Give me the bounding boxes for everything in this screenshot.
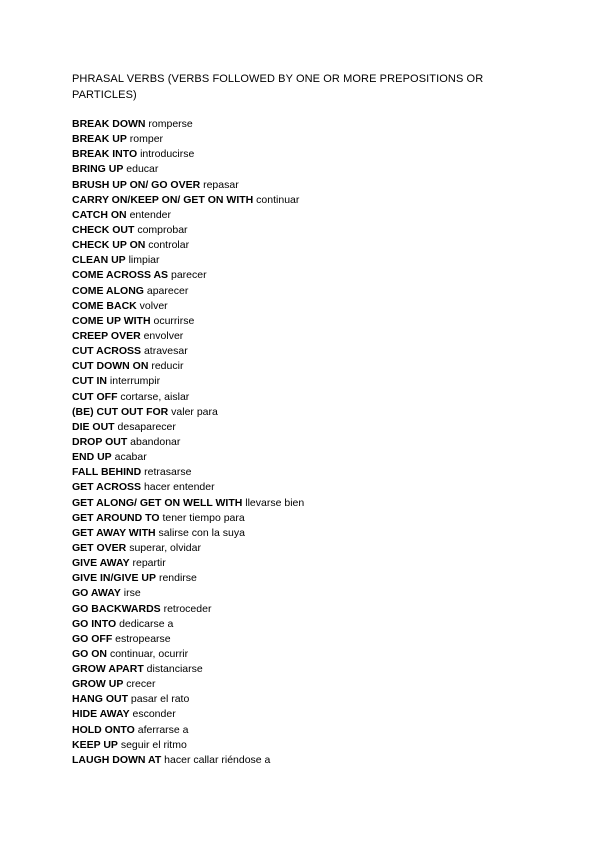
- phrasal-verb: DROP OUT: [72, 435, 128, 448]
- list-item: [72, 117, 572, 132]
- verb-translation: aparecer: [146, 284, 189, 297]
- phrasal-verb: GET AROUND TO: [72, 511, 160, 524]
- list-item: [72, 344, 572, 359]
- list-item: [72, 390, 572, 405]
- verb-translation: hacer callar riéndose a: [164, 753, 271, 766]
- phrasal-verb: DIE OUT: [72, 420, 115, 433]
- phrasal-verb: (BE) CUT OUT FOR: [72, 405, 169, 418]
- list-item: [72, 132, 572, 147]
- phrasal-verb: BRING UP: [72, 163, 124, 176]
- list-item: [72, 692, 572, 707]
- phrasal-verb: GROW UP: [72, 678, 124, 691]
- verb-translation: envolver: [143, 329, 184, 342]
- phrasal-verb: CARRY ON/KEEP ON/ GET ON WITH: [72, 193, 254, 206]
- verb-translation: llevarse bien: [245, 496, 305, 509]
- verb-translation: limpiar: [128, 254, 160, 267]
- phrasal-verb: LAUGH DOWN AT: [72, 753, 162, 766]
- list-item: [72, 374, 572, 389]
- verb-translation: ocurrirse: [153, 314, 195, 327]
- phrasal-verb: CUT DOWN ON: [72, 360, 149, 373]
- list-item: [72, 617, 572, 632]
- phrasal-verb: BRUSH UP ON/ GO OVER: [72, 178, 201, 191]
- phrasal-verb: GO OFF: [72, 632, 113, 645]
- verb-translation: dedicarse a: [119, 617, 174, 630]
- phrasal-verb: GO BACKWARDS: [72, 602, 161, 615]
- phrasal-verb: CUT OFF: [72, 390, 118, 403]
- list-item: [72, 268, 572, 283]
- phrasal-verb: CREEP OVER: [72, 329, 141, 342]
- verb-translation: repartir: [132, 557, 166, 570]
- list-item: [72, 178, 572, 193]
- phrasal-verb: CLEAN UP: [72, 254, 126, 267]
- phrasal-verb: GROW APART: [72, 663, 144, 676]
- list-item: [72, 707, 572, 722]
- verb-translation: continuar: [256, 193, 300, 206]
- list-item: [72, 314, 572, 329]
- phrasal-verb: GET ACROSS: [72, 481, 142, 494]
- verb-translation: controlar: [148, 239, 190, 252]
- phrasal-verb: COME UP WITH: [72, 314, 151, 327]
- verb-translation: aferrarse a: [137, 723, 189, 736]
- verb-translation: desaparecer: [117, 420, 176, 433]
- phrasal-verb: BREAK INTO: [72, 148, 138, 161]
- list-item: [72, 496, 572, 511]
- verb-translation: crecer: [126, 678, 156, 691]
- phrasal-verb: COME BACK: [72, 299, 137, 312]
- verb-translation: educar: [126, 163, 159, 176]
- verb-translation: rendirse: [158, 572, 197, 585]
- phrasal-verb: GET AWAY WITH: [72, 526, 156, 539]
- verb-translation: acabar: [114, 451, 147, 464]
- verb-translation: hacer entender: [143, 481, 215, 494]
- list-item: [72, 284, 572, 299]
- verb-translation: continuar, ocurrir: [109, 647, 189, 660]
- list-item: [72, 647, 572, 662]
- verb-translation: romperse: [148, 118, 193, 130]
- list-item: [72, 420, 572, 435]
- list-item: [72, 238, 572, 253]
- phrasal-verb: END UP: [72, 451, 112, 464]
- list-item: [72, 450, 572, 465]
- verb-translation: atravesar: [143, 345, 188, 358]
- verb-translation: salirse con la suya: [158, 526, 245, 539]
- phrasal-verb: GET OVER: [72, 541, 127, 554]
- phrasal-verb: CHECK UP ON: [72, 239, 146, 252]
- phrasal-verb: CUT IN: [72, 375, 107, 388]
- phrasal-verb: BREAK DOWN: [72, 118, 146, 130]
- verb-translation: repasar: [203, 178, 239, 191]
- verb-translation: irse: [123, 587, 141, 600]
- document-heading: PHRASAL VERBS (VERBS FOLLOWED BY ONE OR MORE PREPOSITIONS OR PARTICLES): [72, 73, 484, 101]
- list-item: [72, 223, 572, 238]
- phrasal-verb: COME ACROSS AS: [72, 269, 169, 282]
- phrasal-verb: COME ALONG: [72, 284, 144, 297]
- phrasal-verb: BREAK UP: [72, 133, 127, 146]
- verb-translation: tener tiempo para: [162, 511, 245, 524]
- list-item: [72, 147, 572, 162]
- list-item: [72, 586, 572, 601]
- list-item: [72, 723, 572, 738]
- list-item: [72, 329, 572, 344]
- verb-translation: valer para: [171, 405, 218, 418]
- verb-translation: estropearse: [115, 632, 171, 645]
- verb-translation: pasar el rato: [130, 693, 190, 706]
- list-item: [72, 162, 572, 177]
- list-item: [72, 571, 572, 586]
- list-item: [72, 677, 572, 692]
- verb-translation: interrumpir: [109, 375, 161, 388]
- verb-translation: retrasarse: [144, 466, 192, 479]
- verb-translation: cortarse, aislar: [120, 390, 190, 403]
- phrasal-verb: GET ALONG/ GET ON WELL WITH: [72, 496, 243, 509]
- list-item: [72, 480, 572, 495]
- list-item: [72, 193, 572, 208]
- phrasal-verb: HIDE AWAY: [72, 708, 130, 721]
- list-item: [72, 632, 572, 647]
- phrasal-verb: GIVE IN/GIVE UP: [72, 572, 157, 585]
- list-item: [72, 541, 572, 556]
- phrasal-verb: HANG OUT: [72, 693, 128, 706]
- list-item: [72, 208, 572, 223]
- phrasal-verb: CHECK OUT: [72, 223, 135, 236]
- verb-translation: introducirse: [140, 148, 195, 161]
- verb-translation: entender: [129, 208, 172, 221]
- list-item: [72, 511, 572, 526]
- list-item: [72, 753, 572, 768]
- list-item: [72, 662, 572, 677]
- verb-translation: superar, olvidar: [129, 541, 201, 554]
- verb-translation: comprobar: [137, 223, 188, 236]
- phrasal-verb: GO AWAY: [72, 587, 121, 600]
- list-item: [72, 299, 572, 314]
- list-item: [72, 465, 572, 480]
- verb-translation: abandonar: [130, 435, 181, 448]
- phrasal-verb: CATCH ON: [72, 208, 127, 221]
- list-item: [72, 738, 572, 753]
- verb-translation: retroceder: [163, 602, 212, 615]
- list-item: [72, 602, 572, 617]
- verb-translation: esconder: [132, 708, 176, 721]
- list-item: [72, 556, 572, 571]
- verb-translation: romper: [129, 133, 164, 146]
- verb-translation: seguir el ritmo: [120, 738, 187, 751]
- phrasal-verb: CUT ACROSS: [72, 345, 142, 358]
- phrasal-verb-list: [72, 117, 572, 768]
- phrasal-verb: KEEP UP: [72, 738, 118, 751]
- verb-translation: distanciarse: [146, 663, 203, 676]
- list-item: [72, 435, 572, 450]
- phrasal-verb: FALL BEHIND: [72, 466, 142, 479]
- phrasal-verb: HOLD ONTO: [72, 723, 135, 736]
- phrasal-verb: GO ON: [72, 647, 108, 660]
- list-item: [72, 253, 572, 268]
- phrasal-verb: GO INTO: [72, 617, 117, 630]
- verb-translation: volver: [139, 299, 168, 312]
- phrasal-verb: GIVE AWAY: [72, 557, 130, 570]
- list-item: [72, 359, 572, 374]
- list-item: [72, 405, 572, 420]
- verb-translation: reducir: [151, 360, 184, 373]
- verb-translation: parecer: [171, 269, 207, 282]
- list-item: [72, 526, 572, 541]
